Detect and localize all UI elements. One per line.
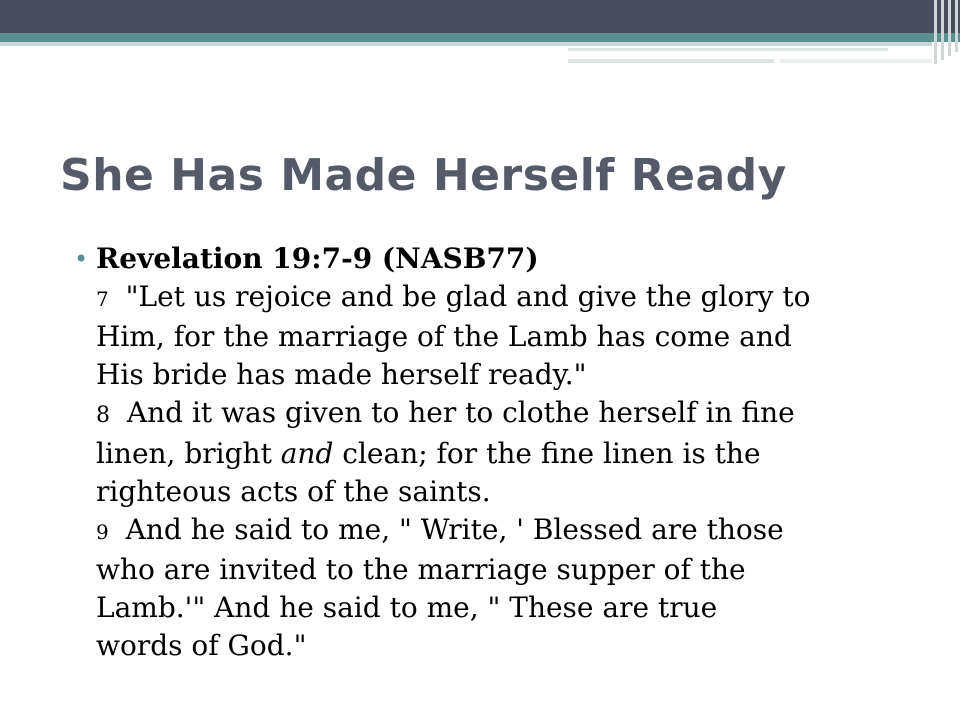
scripture-reference: Revelation 19:7-9 (NASB77) xyxy=(96,242,539,275)
verse-line: who are invited to the marriage supper of the xyxy=(96,553,746,586)
accent-stripe xyxy=(0,33,960,42)
verse-line: words of God." xyxy=(96,629,307,662)
verse-line: 8 And it was given to her to clothe herself in fine xyxy=(96,396,795,429)
verse-line: linen, bright and clean; for the fine linen is the xyxy=(96,437,761,470)
decorative-rule xyxy=(568,59,774,63)
verse-line: Him, for the marriage of the Lamb has come and xyxy=(96,320,792,353)
header-bar xyxy=(0,0,960,33)
bullet-icon: • xyxy=(74,245,89,273)
decorative-rule xyxy=(568,48,888,51)
slide-title: She Has Made Herself Ready xyxy=(60,150,787,201)
decorative-vertical-stripes xyxy=(932,0,960,64)
verse-line: Lamb.'" And he said to me, " These are true xyxy=(96,591,718,624)
italic-word: and xyxy=(280,437,334,470)
verse-line: His bride has made herself ready." xyxy=(96,358,587,391)
verse-line: 9 And he said to me, " Write, ' Blessed are those xyxy=(96,513,784,546)
verse-line: 7 "Let us rejoice and be glad and give the glory to xyxy=(96,280,811,313)
verse-number: 9 xyxy=(96,520,109,544)
verse-number: 8 xyxy=(96,403,110,428)
verse-line: righteous acts of the saints. xyxy=(96,475,491,508)
verse-number: 7 xyxy=(96,287,109,311)
decorative-rule xyxy=(780,59,932,63)
scripture-passage xyxy=(96,240,916,665)
accent-stripe-light xyxy=(0,42,932,46)
